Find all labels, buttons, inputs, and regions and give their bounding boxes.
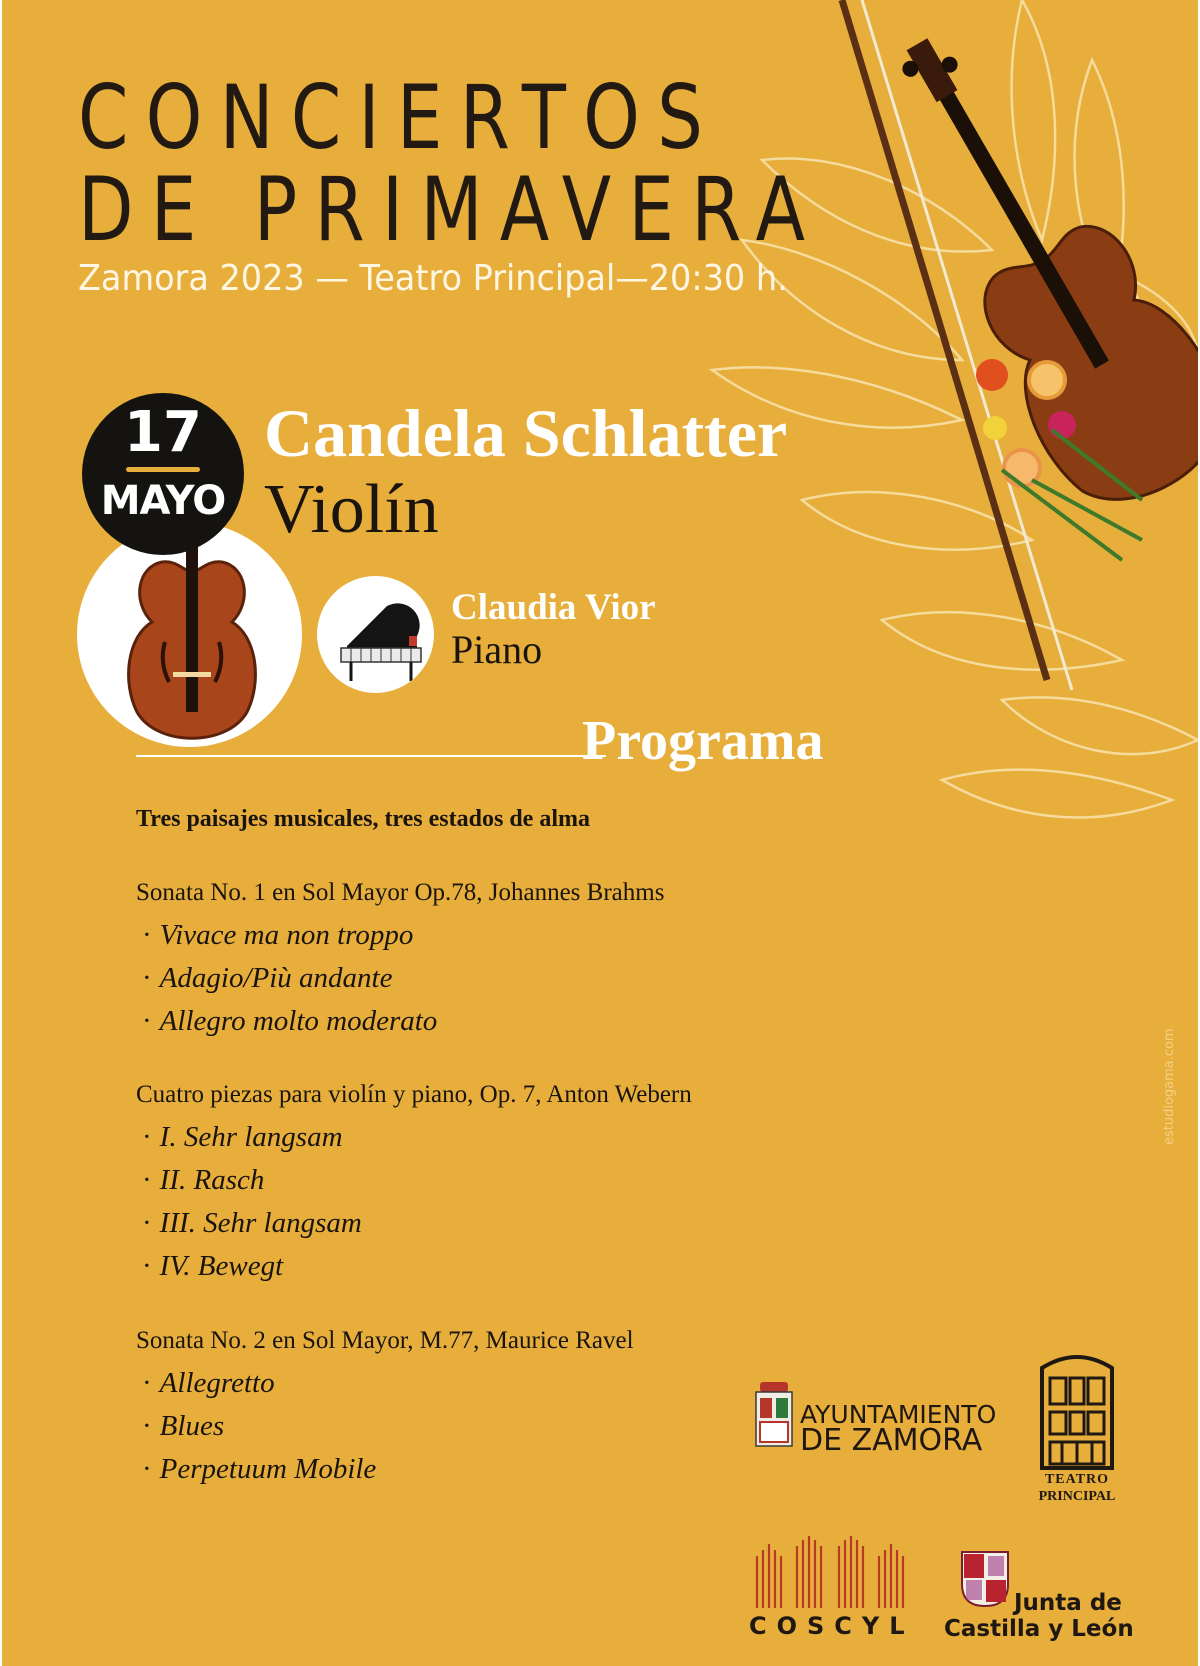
title-line-2: DE PRIMAVERA	[78, 158, 823, 261]
work-title: Sonata No. 2 en Sol Mayor, M.77, Maurice Ravel	[136, 1327, 634, 1354]
coscyl-logo	[747, 1536, 917, 1646]
title-line-1: CONCIERTOS	[78, 66, 721, 169]
movement-item: · Perpetuum Mobile	[142, 1453, 377, 1485]
program-work	[136, 878, 664, 1049]
performer-instrument: Violín	[264, 471, 439, 548]
junta-castilla-leon-logo	[942, 1550, 1152, 1640]
theatre-facade-icon	[1032, 1348, 1122, 1470]
teatro-principal-logo	[1022, 1348, 1132, 1508]
event-subtitle: Zamora 2023 — Teatro Principal—20:30 h.	[78, 258, 788, 299]
movement-item: · Allegretto	[142, 1367, 275, 1399]
leaf-shape	[882, 612, 1122, 670]
ayuntamiento-line1: AYUNTAMIENTO	[800, 1400, 997, 1429]
movement-item: · Allegro molto moderato	[142, 1005, 438, 1037]
teatro-line1: TEATRO	[1044, 1472, 1110, 1487]
zamora-crest-icon	[752, 1380, 796, 1460]
movement-item: · IV. Bewegt	[142, 1250, 284, 1282]
program-subtitle: Tres paisajes musicales, tres estados de alma	[136, 806, 590, 832]
violin-photo	[77, 522, 302, 747]
coscyl-wordmark: COSCYL	[749, 1612, 915, 1640]
junta-line2: Castilla y León	[944, 1616, 1134, 1642]
pianist-instrument: Piano	[451, 627, 543, 672]
work-title: Cuatro piezas para violín y piano, Op. 7, Anton Webern	[136, 1081, 692, 1108]
ayuntamiento-line2: DE ZAMORA	[800, 1423, 983, 1458]
designer-watermark: estudiogama.com	[1162, 1028, 1177, 1145]
teatro-line2: PRINCIPAL	[1038, 1489, 1116, 1504]
movement-item: · I. Sehr langsam	[142, 1121, 343, 1153]
piano-icon	[317, 576, 434, 693]
program-work	[136, 1080, 692, 1294]
movement-item: · III. Sehr langsam	[142, 1207, 362, 1239]
work-title: Sonata No. 1 en Sol Mayor Op.78, Johannes Brahms	[136, 879, 665, 906]
programa-heading: Programa	[582, 710, 824, 772]
leaf-shape	[1002, 697, 1198, 754]
movement-item: · Vivace ma non troppo	[142, 919, 414, 951]
date-badge	[82, 393, 244, 555]
concert-poster	[2, 0, 1198, 1666]
pianist-name: Claudia Vior	[451, 587, 656, 628]
organ-pipes-icon	[753, 1536, 909, 1608]
performer-name: Candela Schlatter	[264, 395, 788, 471]
movement-item: · Blues	[142, 1410, 225, 1442]
ayuntamiento-zamora-logo	[752, 1380, 997, 1460]
date-day: 17	[124, 400, 202, 465]
piano-photo	[317, 576, 434, 693]
date-divider	[126, 467, 200, 472]
date-month: MAYO	[100, 478, 226, 524]
violin-icon	[77, 522, 302, 747]
programa-divider	[136, 755, 606, 757]
leaf-shape	[942, 770, 1172, 818]
castilla-leon-shield-icon	[960, 1550, 1010, 1608]
program-work	[136, 1326, 634, 1497]
movement-item: · II. Rasch	[142, 1164, 265, 1196]
junta-line1: Junta de	[1014, 1590, 1122, 1616]
movement-item: · Adagio/Più andante	[142, 962, 393, 994]
